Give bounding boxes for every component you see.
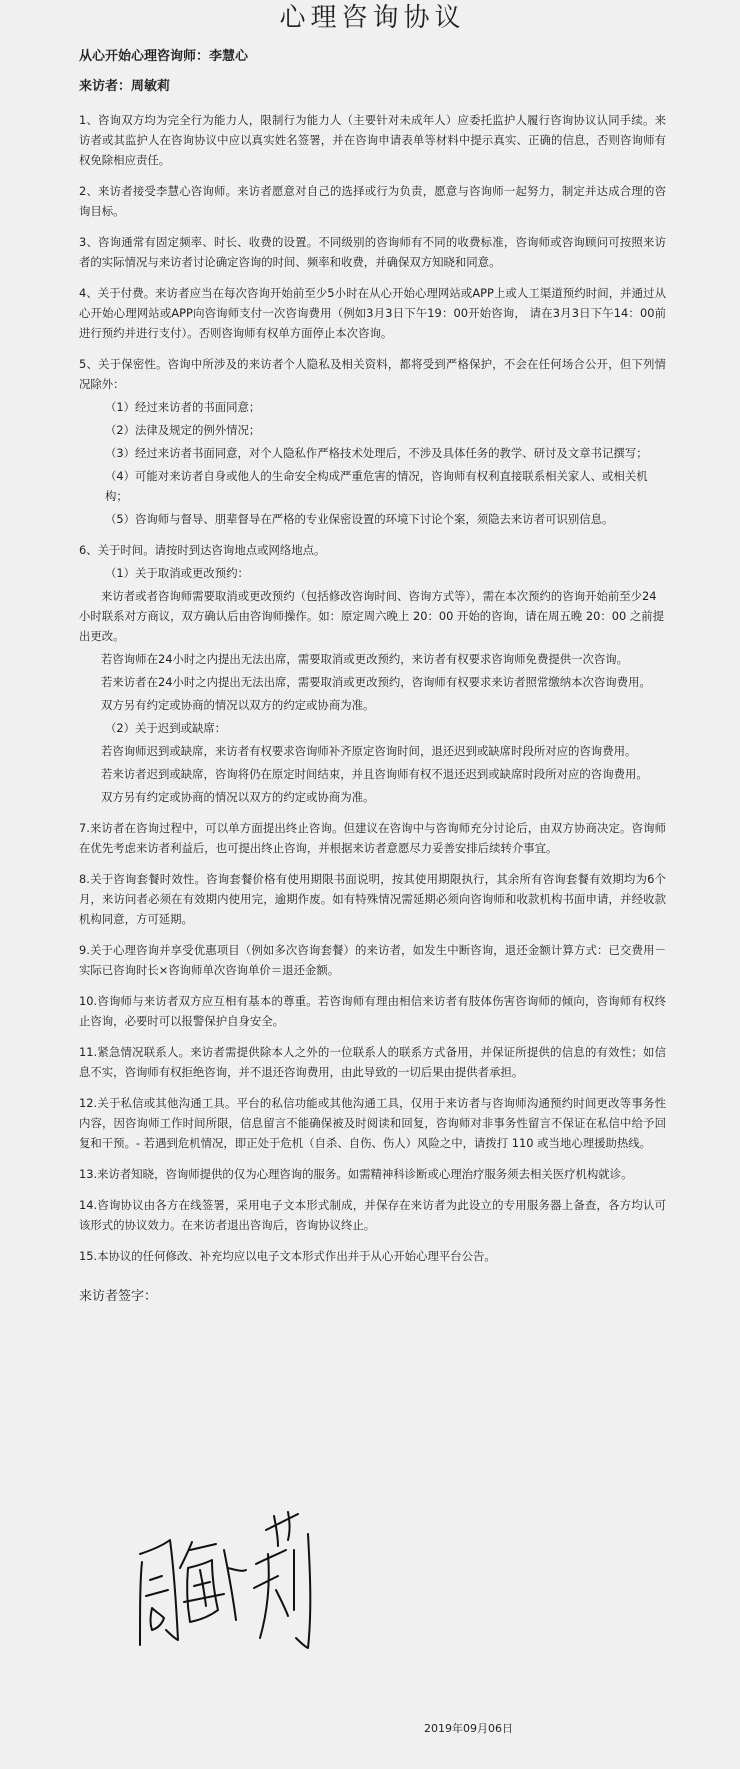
clause-6-sub1-line: 若来访者在24小时之内提出无法出席，需要取消或更改预约，咨询师有权要求来访者照常缴纳本次咨询费用。 [101,675,651,689]
clause-6-sub1-line: 来访者或者咨询师需要取消或更改预约（包括修改咨询时间、咨询方式等），需在本次预约的咨询开始前至少24小时联系对方商议，双方确认后由咨询师操作。如：原定周六晚上 20：00 开始的咨询，请在周五晚 20：00 之前提出更改。 [79,589,665,643]
counselor-line: 从心开始心理咨询师：李慧心 [79,49,249,64]
clause-15: 15.本协议的任何修改、补充均应以电子文本形式作出并于从心开始心理平台公告。 [79,1249,496,1263]
clause-6-sub2-line: 双方另有约定或协商的情况以双方的约定或协商为准。 [101,790,375,804]
clause-6-sub1-line: 若咨询师在24小时之内提出无法出席，需要取消或更改预约，来访者有权要求咨询师免费提供一次咨询。 [101,652,629,666]
clause-6-intro: 6、关于时间。请按时到达咨询地点或网络地点。 [79,543,326,557]
clause-6-sub2-title: （2）关于迟到或缺席： [105,721,227,735]
clause-9: 9.关于心理咨询并享受优惠项目（例如多次咨询套餐）的来访者，如发生中断咨询，退还金额计算方式：已交费用－实际已咨询时长×咨询师单次咨询单价＝退还金额。 [79,943,666,977]
clause-5-item: （5）咨询师与督导、朋辈督导在严格的专业保密设置的环境下讨论个案，须隐去来访者可识别信息。 [105,512,614,526]
signing-date: 2019年09月06日 [424,1722,513,1735]
document-title: 心理咨询协议 [279,3,466,33]
clause-8: 8.关于咨询套餐时效性。咨询套餐价格有使用期限书面说明，按其使用期限执行，其余所有咨询套餐有效期均为6个月，来访问者必须在有效期内使用完，逾期作废。如有特殊情况需延期必须向咨询师和收款机构书面申请，并经收款机构同意，方可延期。 [79,872,666,926]
clause-5-item: （2）法律及规定的例外情况； [105,423,261,437]
clause-7: 7.来访者在咨询过程中，可以单方面提出终止咨询。但建议在咨询中与咨询师充分讨论后，由双方协商决定。咨询师在优先考虑来访者利益后，也可提出终止咨询，并根据来访者意愿尽力妥善安排后续转介事宜。 [79,821,666,855]
clause-11: 11.紧急情况联系人。来访者需提供除本人之外的一位联系人的联系方式备用，并保证所提供的信息的有效性；如信息不实，咨询师有权拒绝咨询，并不退还咨询费用，由此导致的一切后果由提供者承担。 [79,1045,666,1079]
clause-12: 12.关于私信或其他沟通工具。平台的私信功能或其他沟通工具，仅用于来访者与咨询师沟通预约时间更改等事务性内容，因咨询师工作时间所限，信息留言不能确保被及时阅读和回复，咨询师对非事务性留言不保证在私信中给予回复和干预。- 若遇到危机情况，即正处于危机（自杀、自伤、伤人）风险之中，请拨打 110 或当地心理援助热线。 [79,1096,666,1150]
clause-5-item: （3）经过来访者书面同意，对个人隐私作严格技术处理后，不涉及具体任务的教学、研讨及文章书记撰写； [105,446,648,460]
clause-3: 3、咨询通常有固定频率、时长、收费的设置。不同级别的咨询师有不同的收费标准，咨询师或咨询顾问可按照来访者的实际情况与来访者讨论确定咨询的时间、频率和收费，并确保双方知晓和同意。 [79,235,666,269]
clause-14: 14.咨询协议由各方在线签署，采用电子文本形式制成，并保存在来访者为此设立的专用服务器上备查，各方均认可该形式的协议效力。在来访者退出咨询后，咨询协议终止。 [79,1198,666,1232]
clause-2: 2、来访者接受李慧心咨询师。来访者愿意对自己的选择或行为负责，愿意与咨询师一起努力，制定并达成合理的咨询目标。 [79,184,666,218]
clause-5 [79,354,666,529]
clause-4: 4、关于付费。来访者应当在每次咨询开始前至少5小时在从心开始心理网站或APP上或人工渠道预约时间，并通过从心开始心理网站或APP向咨询师支付一次咨询费用（例如3月3日下午19：00开始咨询， 请在3月3日下午14：00前进行预约并进行支付）。否则咨询师有权单方面停止本次咨询。 [79,286,666,340]
clause-13: 13.来访者知晓，咨询师提供的仅为心理咨询的服务。如需精神科诊断或心理治疗服务须去相关医疗机构就诊。 [79,1167,633,1181]
clause-6-sub1-line: 双方另有约定或协商的情况以双方的约定或协商为准。 [101,698,375,712]
handwritten-signature [128,1510,328,1660]
clause-6 [79,540,666,807]
clause-5-intro: 5、关于保密性。咨询中所涉及的来访者个人隐私及相关资料，都将受到严格保护，不会在任何场合公开，但下列情况除外： [79,357,666,391]
clause-6-sub1-title: （1）关于取消或更改预约： [105,566,249,580]
client-line: 来访者：周敏莉 [79,79,171,94]
signature-label: 来访者签字： [79,1289,158,1304]
clause-6-sub2-line: 若咨询师迟到或缺席，来访者有权要求咨询师补齐原定咨询时间，退还迟到或缺席时段所对应的咨询费用。 [101,744,637,758]
clause-10: 10.咨询师与来访者双方应互相有基本的尊重。若咨询师有理由相信来访者有肢体伤害咨询师的倾向，咨询师有权终止咨询，必要时可以报警保护自身安全。 [79,994,666,1028]
clause-1: 1、咨询双方均为完全行为能力人，限制行为能力人（主要针对未成年人）应委托监护人履行咨询协议认同手续。来访者或其监护人在咨询协议中应以真实姓名签署，并在咨询申请表单等材料中提示真实、正确的信息，否则咨询师有权免除相应责任。 [79,113,666,167]
clause-5-item: （1）经过来访者的书面同意； [105,400,261,414]
clauses [79,110,666,1266]
clause-5-item: （4）可能对来访者自身或他人的生命安全构成严重危害的情况，咨询师有权利直接联系相关家人、或相关机构； [105,469,648,503]
clause-6-sub2-line: 若来访者迟到或缺席，咨询将仍在原定时间结束，并且咨询师有权不退还迟到或缺席时段所对应的咨询费用。 [101,767,648,781]
